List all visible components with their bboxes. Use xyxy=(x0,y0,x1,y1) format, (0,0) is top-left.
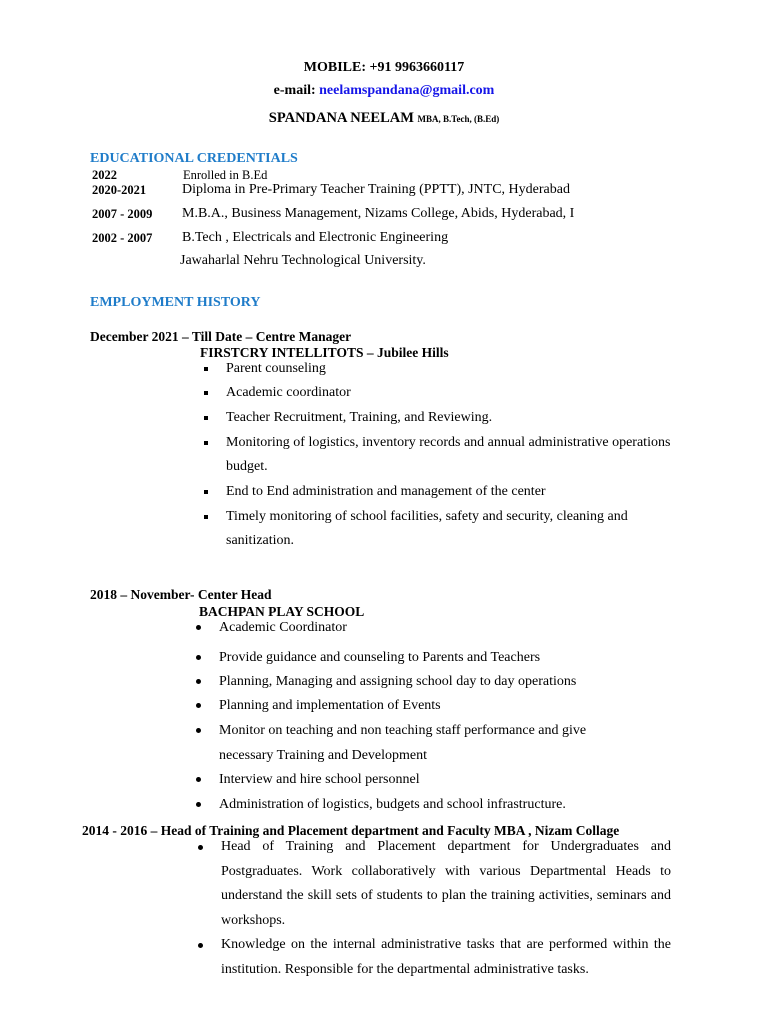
bullet-icon xyxy=(196,655,201,660)
candidate-name xyxy=(0,110,768,127)
bullet-icon xyxy=(204,441,208,445)
bullet-icon xyxy=(196,703,201,708)
edu-desc: Diploma in Pre-Primary Teacher Training (PPTT), JNTC, Hyderabad xyxy=(182,182,570,197)
bullet-icon xyxy=(204,515,208,519)
bullet-icon xyxy=(196,728,201,733)
list-item: Head of Training and Placement department for Undergraduates and Postgraduates. Work collaboratively with various Departmental Heads to understand the skill sets of students to plan the training activities, seminars and workshops. xyxy=(221,839,671,928)
list-item: Provide guidance and counseling to Parents and Teachers xyxy=(219,650,541,665)
bullet-icon xyxy=(198,943,203,948)
edu-desc: M.B.A., Business Management, Nizams College, Abids, Hyderabad, I xyxy=(182,206,575,221)
job-title: December 2021 – Till Date – Centre Manager xyxy=(90,329,352,344)
list-item: Timely monitoring of school facilities, safety and security, cleaning and xyxy=(226,509,628,524)
bullet-icon xyxy=(198,845,203,850)
edu-university: Jawaharlal Nehru Technological University. xyxy=(180,253,426,268)
bullet-icon xyxy=(204,367,208,371)
edu-year: 2002 - 2007 xyxy=(92,231,153,245)
list-item: Administration of logistics, budgets and school infrastructure. xyxy=(219,797,566,812)
name-text: SPANDANA NEELAM xyxy=(268,110,418,126)
list-item: Academic Coordinator xyxy=(219,620,347,635)
list-item-continuation: necessary Training and Development xyxy=(219,748,428,763)
mobile-line: MOBILE: +91 9963660117 xyxy=(303,60,465,75)
bullet-icon xyxy=(196,625,201,630)
list-item: Parent counseling xyxy=(226,361,326,376)
bullet-icon xyxy=(204,416,208,420)
edu-desc: B.Tech , Electricals and Electronic Engineering xyxy=(182,230,449,245)
list-item: Teacher Recruitment, Training, and Reviewing. xyxy=(226,410,493,425)
list-item: Planning, Managing and assigning school day to day operations xyxy=(219,674,577,689)
job-title: 2014 - 2016 – Head of Training and Placement department and Faculty MBA , Nizam Collage xyxy=(82,823,620,838)
bullet-icon xyxy=(204,391,208,395)
job-organization: BACHPAN PLAY SCHOOL xyxy=(199,604,365,619)
email-label: e-mail: xyxy=(273,83,320,98)
job-organization: FIRSTCRY INTELLITOTS – Jubilee Hills xyxy=(200,345,449,360)
list-item: End to End administration and management of the center xyxy=(226,484,546,499)
job-title: 2018 – November- Center Head xyxy=(90,587,272,602)
edu-year: 2020-2021 xyxy=(92,183,147,197)
employment-heading: EMPLOYMENT HISTORY xyxy=(90,295,261,310)
email-link[interactable]: neelamspandana@gmail.com xyxy=(319,83,495,98)
list-item-continuation: budget. xyxy=(226,459,268,474)
list-item: Monitoring of logistics, inventory records and annual administrative operations xyxy=(226,435,671,450)
edu-year: 2007 - 2009 xyxy=(92,207,153,221)
bullet-icon xyxy=(196,802,201,807)
list-item: Interview and hire school personnel xyxy=(219,772,420,787)
list-item-continuation: sanitization. xyxy=(226,533,295,548)
list-item: Knowledge on the internal administrative tasks that are performed within the institution. Responsible for the departmental administrative tasks. xyxy=(221,937,671,977)
edu-desc: Enrolled in B.Ed xyxy=(183,168,268,182)
education-heading: EDUCATIONAL CREDENTIALS xyxy=(90,151,298,166)
list-item: Planning and implementation of Events xyxy=(219,698,441,713)
email-line xyxy=(0,83,768,99)
edu-year: 2022 xyxy=(92,168,117,182)
list-item: Academic coordinator xyxy=(226,385,351,400)
bullet-icon xyxy=(204,490,208,494)
list-item: Monitor on teaching and non teaching staff performance and give xyxy=(219,723,587,738)
bullet-icon xyxy=(196,679,201,684)
name-credentials: MBA, B.Tech, (B.Ed) xyxy=(417,114,500,124)
bullet-icon xyxy=(196,777,201,782)
